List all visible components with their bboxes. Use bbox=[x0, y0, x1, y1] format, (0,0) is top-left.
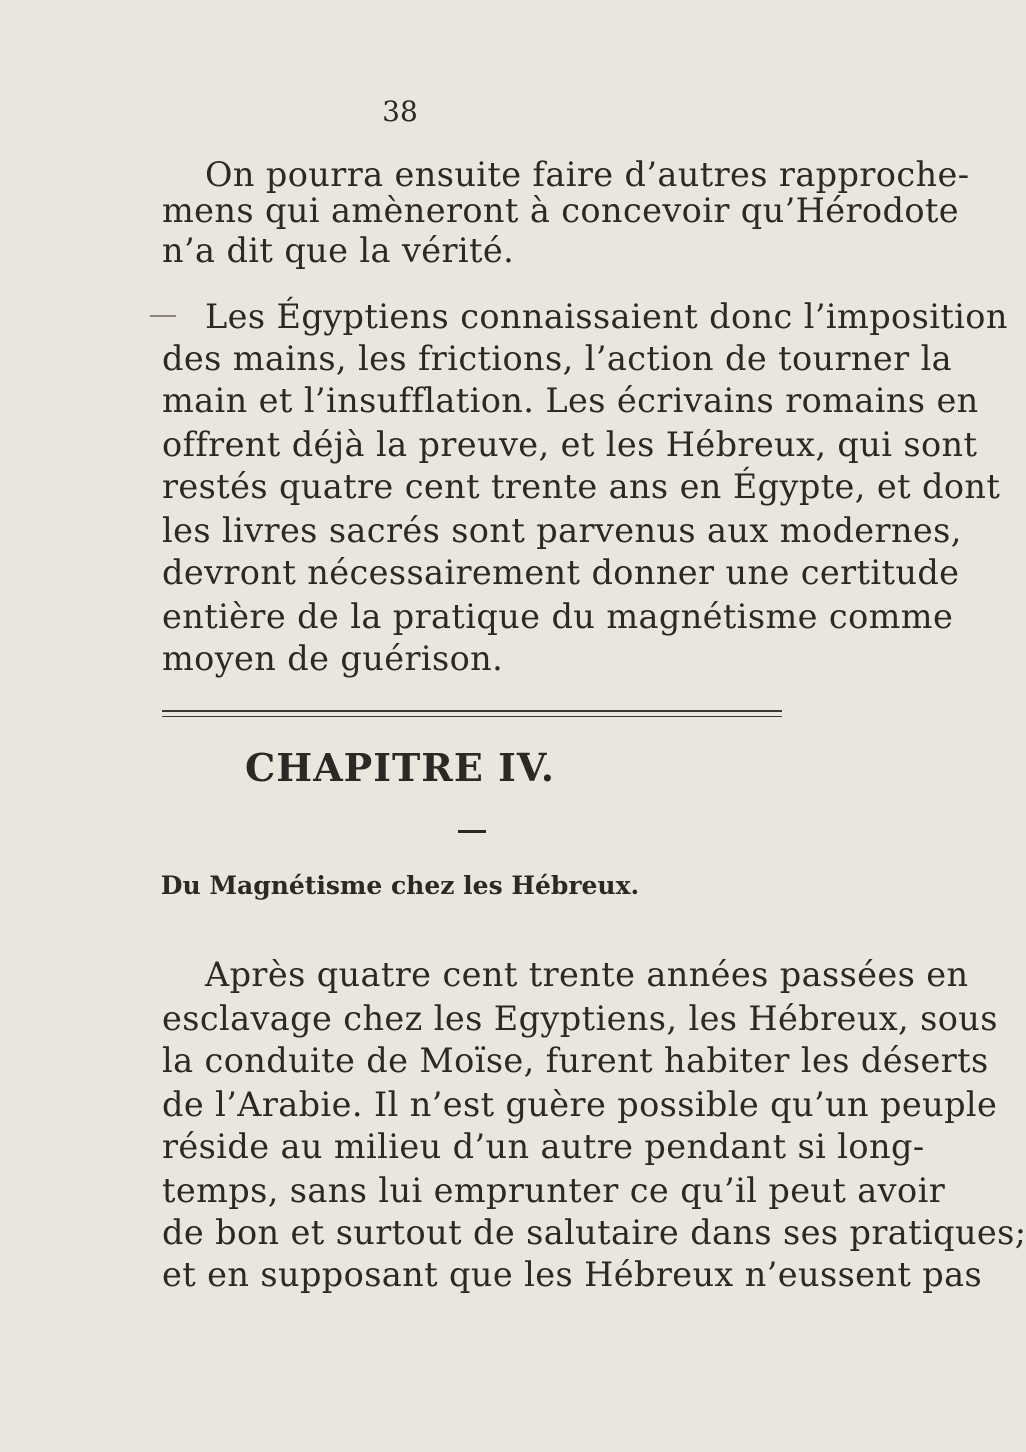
text-line: Les Égyptiens connaissaient donc l’imposition bbox=[205, 297, 1008, 336]
text-line: la conduite de Moïse, furent habiter les déserts bbox=[162, 1041, 989, 1080]
text-line: devront nécessairement donner une certitude bbox=[162, 553, 960, 592]
text-line: esclavage chez les Egyptiens, les Hébreux, sous bbox=[162, 999, 998, 1038]
chapter-divider bbox=[458, 830, 486, 833]
text-line: de l’Arabie. Il n’est guère possible qu’un peuple bbox=[162, 1085, 998, 1124]
text-line: temps, sans lui emprunter ce qu’il peut avoir bbox=[162, 1171, 946, 1210]
text-line: des mains, les frictions, l’action de tourner la bbox=[162, 339, 953, 378]
chapter-subtitle: Du Magnétisme chez les Hébreux. bbox=[160, 871, 640, 900]
text-line: main et l’insufflation. Les écrivains romains en bbox=[162, 381, 979, 420]
text-line: offrent déjà la preuve, et les Hébreux, qui sont bbox=[162, 425, 978, 464]
text-line: moyen de guérison. bbox=[162, 639, 504, 678]
chapter-title: CHAPITRE IV. bbox=[245, 745, 555, 790]
text-line: les livres sacrés sont parvenus aux modernes, bbox=[162, 511, 962, 550]
text-line: n’a dit que la vérité. bbox=[162, 231, 515, 270]
text-line: réside au milieu d’un autre pendant si long- bbox=[162, 1127, 925, 1166]
page-number: 38 bbox=[382, 95, 418, 128]
text-line: restés quatre cent trente ans en Égypte, et dont bbox=[162, 467, 1001, 506]
text-line: On pourra ensuite faire d’autres rapproche- bbox=[205, 155, 970, 194]
text-line: mens qui amèneront à concevoir qu’Hérodote bbox=[162, 191, 959, 230]
chapter-rule-bottom bbox=[162, 716, 782, 717]
margin-mark bbox=[150, 315, 176, 317]
text-line: Après quatre cent trente années passées en bbox=[205, 955, 969, 994]
text-line: de bon et surtout de salutaire dans ses pratiques; bbox=[162, 1213, 1026, 1252]
chapter-rule-top bbox=[162, 710, 782, 712]
text-line: entière de la pratique du magnétisme comme bbox=[162, 597, 954, 636]
text-line: et en supposant que les Hébreux n’eussent pas bbox=[162, 1255, 983, 1294]
